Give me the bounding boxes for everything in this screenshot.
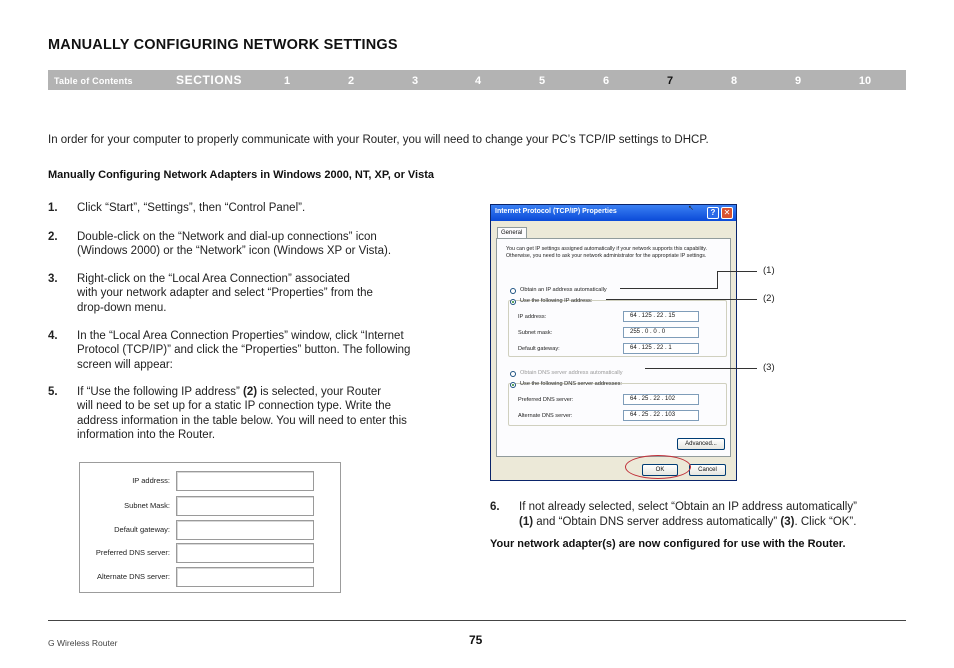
step-text: If “Use the following IP address” [77, 386, 243, 398]
step-number: 6. [490, 501, 500, 513]
help-icon[interactable]: ? [707, 207, 719, 219]
callout-1-label: (1) [763, 265, 775, 276]
step-line: screen will appear: [77, 358, 173, 371]
step-number: 1. [48, 202, 58, 214]
dialog-description: You can get IP settings assigned automatically if your network supports this capability. Otherwise, you need to ask your network administrator for the appropriate IP settings. [506, 246, 707, 259]
callout-1-leader [620, 288, 717, 289]
row-label: Default gateway: [114, 525, 170, 534]
step-number: 4. [48, 330, 58, 342]
obtain-dns-radio[interactable] [510, 371, 516, 377]
step-number: 3. [48, 273, 58, 285]
page-title: MANUALLY CONFIGURING NETWORK SETTINGS [48, 37, 398, 53]
page-number: 75 [469, 633, 483, 647]
section-link-4[interactable]: 4 [474, 75, 482, 87]
step-line: In the “Local Area Connection Properties” window, click “Internet [77, 330, 404, 342]
section-link-2[interactable]: 2 [347, 75, 355, 87]
write-in-box [176, 567, 314, 587]
section-subheading: Manually Configuring Network Adapters in Windows 2000, NT, XP, or Vista [48, 169, 434, 181]
preferred-dns-label: Preferred DNS server: [518, 397, 574, 403]
step-line: with your network adapter and select “Properties” from the [77, 287, 373, 300]
step-number: 2. [48, 231, 58, 243]
write-in-box [176, 496, 314, 516]
callout-3-label: (3) [763, 362, 775, 373]
table-row [80, 496, 340, 516]
step-line: Double-click on the “Network and dial-up connections” icon [77, 231, 377, 243]
section-link-3[interactable]: 3 [411, 75, 419, 87]
close-icon[interactable]: ✕ [721, 207, 733, 219]
step-text: is selected, your Router [257, 386, 382, 398]
cancel-button[interactable]: Cancel [689, 464, 726, 476]
step-line: Protocol (TCP/IP)” and click the “Properties” button. The following [77, 344, 411, 357]
ip-address-label: IP address: [518, 314, 547, 320]
default-gateway-label: Default gateway: [518, 346, 560, 352]
step-line [519, 515, 857, 530]
row-label: Preferred DNS server: [95, 548, 170, 557]
section-link-6[interactable]: 6 [602, 75, 610, 87]
callout-ref-3: (3) [780, 515, 795, 528]
conclusion-text: Your network adapter(s) are now configured for use with the Router. [490, 538, 846, 550]
row-label: Subnet Mask: [124, 501, 170, 510]
step-line [77, 385, 407, 399]
tcpip-properties-dialog [490, 204, 737, 481]
callout-ref-2: (2) [242, 386, 258, 398]
table-row [80, 471, 340, 491]
table-row [80, 520, 340, 540]
callout-1-leader [717, 271, 757, 272]
step-line: Right-click on the “Local Area Connection” associated [77, 273, 350, 285]
obtain-ip-label: Obtain an IP address automatically [520, 287, 607, 293]
table-of-contents-link[interactable]: Table of Contents [54, 76, 133, 86]
section-link-5[interactable]: 5 [538, 75, 546, 87]
use-ip-radio[interactable] [510, 299, 516, 305]
footer-product-name: G Wireless Router [48, 638, 118, 648]
table-row [80, 567, 340, 587]
section-link-1[interactable]: 1 [283, 75, 291, 87]
step-line: (Windows 2000) or the “Network” icon (Windows XP or Vista). [77, 245, 392, 258]
alternate-dns-input[interactable]: 64 . 25 . 22 . 103 [623, 410, 699, 421]
callout-2-leader [606, 299, 757, 300]
row-label: IP address: [132, 476, 170, 485]
address-worksheet-table [79, 462, 341, 593]
preferred-dns-input[interactable]: 64 . 25 . 22 . 102 [623, 394, 699, 405]
callout-2-label: (2) [763, 293, 775, 304]
use-dns-label: Use the following DNS server addresses: [520, 381, 622, 387]
step-line: Click “Start”, “Settings”, then “Control Panel”. [77, 202, 306, 214]
write-in-box [176, 543, 314, 563]
section-link-8[interactable]: 8 [730, 75, 738, 87]
obtain-ip-radio[interactable] [510, 288, 516, 294]
callout-ref-1: (1) [519, 515, 534, 528]
ok-highlight-circle [625, 455, 691, 479]
write-in-box [176, 520, 314, 540]
intro-paragraph: In order for your computer to properly communicate with your Router, you will need to change your PC’s TCP/IP settings to DHCP. [48, 134, 709, 146]
section-link-10[interactable]: 10 [858, 75, 872, 87]
step-number: 5. [48, 386, 58, 398]
row-label: Alternate DNS server: [97, 572, 170, 581]
step-line: address information in the table below. You will need to enter this [77, 414, 407, 427]
step-line: If not already selected, select “Obtain an IP address automatically” [519, 501, 857, 513]
advanced-button[interactable]: Advanced... [677, 438, 725, 450]
step-text: and “Obtain DNS server address automatically” [533, 515, 781, 528]
tab-general[interactable]: General [497, 227, 527, 239]
callout-3-leader [645, 368, 757, 369]
write-in-box [176, 471, 314, 491]
table-row [80, 543, 340, 563]
footer-divider [48, 620, 906, 621]
dialog-title: Internet Protocol (TCP/IP) Properties [495, 208, 617, 215]
ip-address-input[interactable]: 64 . 125 . 22 . 15 [623, 311, 699, 322]
subnet-mask-label: Subnet mask: [518, 330, 553, 336]
general-tab-panel [496, 238, 731, 457]
step-line: will need to be set up for a static IP connection type. Write the [77, 400, 392, 413]
alternate-dns-label: Alternate DNS server: [518, 413, 573, 419]
default-gateway-input[interactable]: 64 . 125 . 22 . 1 [623, 343, 699, 354]
callout-1-leader [717, 271, 718, 289]
use-ip-label: Use the following IP address: [520, 298, 593, 304]
subnet-mask-input[interactable]: 255 . 0 . 0 . 0 [623, 327, 699, 338]
section-nav-bar [48, 70, 906, 90]
use-dns-radio[interactable] [510, 382, 516, 388]
sections-label: SECTIONS [176, 73, 243, 87]
section-link-7[interactable]: 7 [666, 75, 674, 87]
step-text: . Click “OK”. [794, 515, 857, 528]
obtain-dns-label: Obtain DNS server address automatically [520, 370, 623, 376]
mouse-cursor-icon: ↖ [688, 205, 694, 212]
section-link-9[interactable]: 9 [794, 75, 802, 87]
dialog-title-bar [491, 205, 736, 221]
ok-button[interactable]: OK [642, 464, 678, 476]
step-line: drop-down menu. [77, 301, 167, 314]
step-line: information into the Router. [77, 428, 216, 441]
